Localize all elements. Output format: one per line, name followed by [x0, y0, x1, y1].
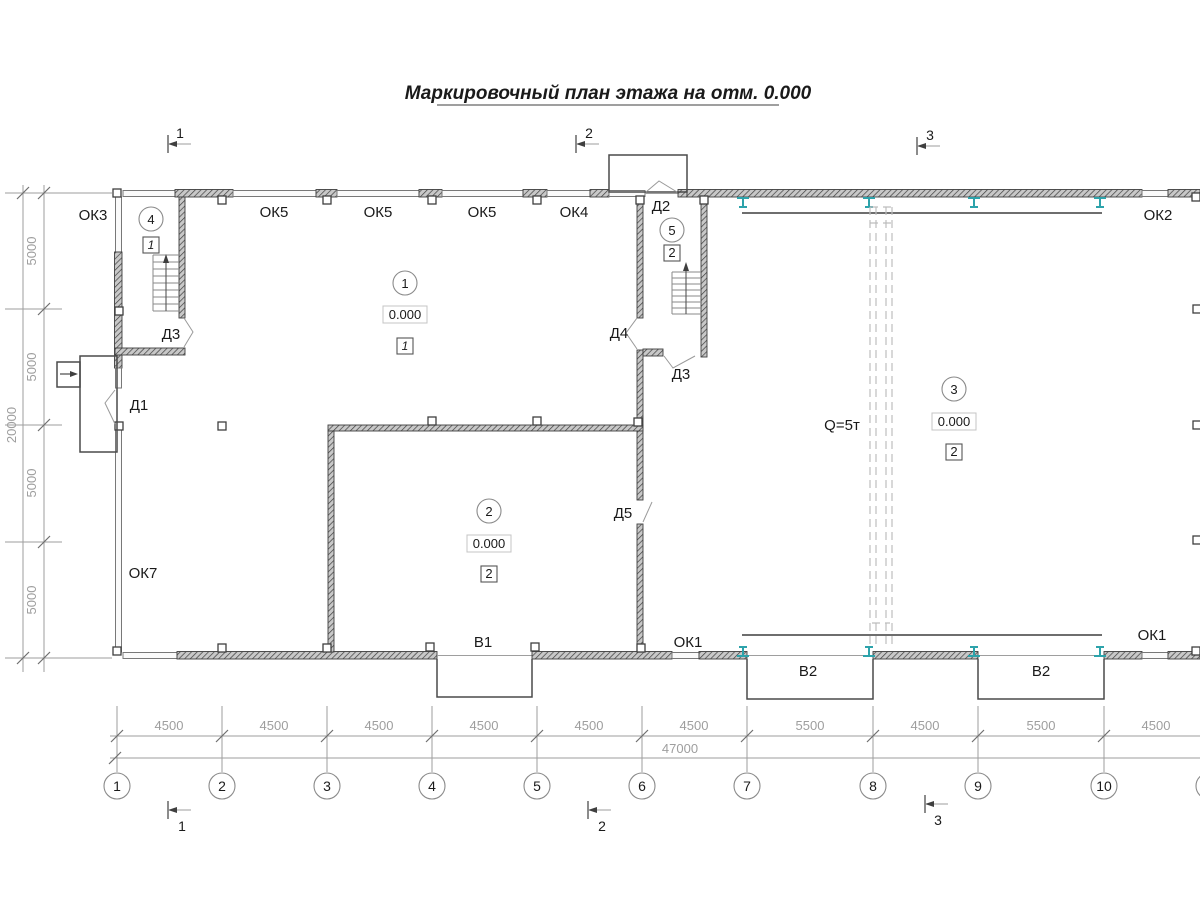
bay-dim: 4500	[154, 718, 184, 733]
axis-bubble-label: 10	[1096, 778, 1112, 794]
room-2-annotation	[467, 499, 511, 582]
top-vestibule	[609, 155, 687, 192]
axis-bubbles	[104, 773, 1200, 799]
opening-labels	[79, 198, 1173, 680]
page-title: Маркировочный план этажа на отм. 0.000	[404, 83, 812, 104]
drawing-title	[405, 83, 812, 105]
door-label-d5: Д5	[613, 505, 633, 522]
bay-dim: 4500	[1141, 718, 1171, 733]
bay-dim: 4500	[364, 718, 394, 733]
crane-column-icon	[968, 198, 980, 207]
column-markers	[113, 189, 1200, 655]
axis-bubble-label: 1	[113, 778, 121, 794]
section-number: 1	[176, 125, 184, 141]
bay-dim: 5500	[795, 718, 825, 733]
door-swing-d3-left	[184, 318, 193, 347]
door-label-d3: Д3	[671, 366, 691, 383]
window-label-ok7: ОК7	[128, 565, 158, 582]
gate-apron-v1	[437, 659, 532, 697]
window-label-ok1: ОК1	[1137, 627, 1167, 644]
top-wall	[123, 190, 1200, 198]
floor-type: 2	[485, 566, 493, 581]
window-label-ok5: ОК5	[259, 204, 289, 221]
section-marker-2-top	[576, 125, 599, 153]
room-number: 5	[668, 223, 676, 238]
bay-dim: 4500	[259, 718, 289, 733]
section-number: 1	[178, 818, 186, 834]
room-3-annotation	[932, 377, 976, 460]
section-number: 3	[926, 127, 934, 143]
room-annotations	[139, 207, 976, 582]
row-dim: 5000	[24, 352, 39, 382]
stair-flight-middle	[672, 262, 701, 314]
door-swing-d5	[643, 502, 652, 522]
left-entrance	[57, 356, 117, 452]
floor-type: 2	[668, 245, 676, 260]
section-marker-3-bottom	[925, 795, 948, 828]
room-number: 1	[401, 276, 409, 291]
left-dimension-chain	[4, 185, 112, 672]
floor-type: 1	[401, 339, 409, 353]
bay-dim: 5500	[1026, 718, 1056, 733]
stair-up-arrow-icon	[683, 262, 689, 271]
door-swing-d1	[105, 390, 115, 424]
row-dim: 5000	[24, 585, 39, 615]
section-arrow-icon	[168, 807, 177, 813]
stair-flight-left	[153, 254, 179, 311]
door-swing-d2	[646, 181, 677, 192]
axis-bubble-label: 9	[974, 778, 982, 794]
entrance-arrow-icon	[70, 371, 78, 377]
window-label-ok5: ОК5	[467, 204, 497, 221]
floor-type: 2	[950, 444, 958, 459]
row-dim: 5000	[24, 468, 39, 498]
room-number: 3	[950, 382, 958, 397]
section-number: 2	[585, 125, 593, 141]
section-marker-1-top	[168, 125, 191, 153]
crane-column-icon	[737, 198, 749, 207]
section-arrow-icon	[576, 141, 585, 147]
door-label-d1: Д1	[129, 397, 149, 414]
section-arrow-icon	[925, 801, 934, 807]
bay-dim: 4500	[679, 718, 709, 733]
axis-bubble-label: 4	[428, 778, 436, 794]
section-arrow-icon	[917, 143, 926, 149]
axis-bubble-label: 3	[323, 778, 331, 794]
room-elevation: 0.000	[472, 536, 506, 551]
door-label-d2: Д2	[651, 198, 671, 215]
gate-label-v2: В2	[798, 663, 818, 680]
section-marker-3-top	[917, 127, 940, 155]
room-1-annotation	[383, 271, 427, 354]
section-markers-top	[168, 125, 940, 155]
floor-type: 1	[147, 238, 155, 252]
section-number: 2	[598, 818, 606, 834]
axis-bubble-label: 2	[218, 778, 226, 794]
axis-bubble-label: 8	[869, 778, 877, 794]
section-marker-2-bottom	[588, 801, 611, 834]
gate-aprons	[437, 659, 1104, 699]
rows-total-dim: 20000	[4, 406, 19, 444]
interior-walls	[115, 197, 707, 652]
axis-bubble-label: 6	[638, 778, 646, 794]
door-label-d3: Д3	[161, 326, 181, 343]
room-elevation: 0.000	[388, 307, 422, 322]
room-number: 4	[147, 212, 155, 227]
crane-capacity-label: Q=5т	[824, 417, 860, 434]
crane-column-icon	[1094, 198, 1106, 207]
section-arrow-icon	[168, 141, 177, 147]
bottom-wall	[123, 652, 1200, 660]
axis-bubble-label: 5	[533, 778, 541, 794]
window-label-ok1: ОК1	[673, 634, 703, 651]
room-number: 2	[485, 504, 493, 519]
bottom-dimension-chain	[104, 706, 1200, 799]
room-5-annotation	[660, 218, 684, 261]
section-markers-bottom	[168, 795, 948, 834]
axis-bubble-label: 7	[743, 778, 751, 794]
crane-zone	[737, 198, 1106, 656]
section-number: 3	[934, 812, 942, 828]
bay-dim: 4500	[910, 718, 940, 733]
total-dim: 47000	[661, 741, 699, 756]
door-label-d4: Д4	[609, 325, 629, 342]
room-elevation: 0.000	[937, 414, 971, 429]
room-4-annotation	[139, 207, 163, 253]
bay-dim: 4500	[469, 718, 499, 733]
section-arrow-icon	[588, 807, 597, 813]
crane-column-icon	[863, 198, 875, 207]
window-label-ok5: ОК5	[363, 204, 393, 221]
crane-runway-dashed-lines	[870, 207, 892, 646]
row-dim: 5000	[24, 236, 39, 266]
bay-dim: 4500	[574, 718, 604, 733]
axis-bubble-11-partial	[1196, 773, 1200, 799]
window-label-ok2: ОК2	[1143, 207, 1173, 224]
window-label-ok3: ОК3	[78, 207, 108, 224]
section-marker-1-bottom	[168, 801, 191, 834]
window-label-ok4: ОК4	[559, 204, 589, 221]
gate-label-v2: В2	[1031, 663, 1051, 680]
gate-label-v1: В1	[473, 634, 493, 651]
